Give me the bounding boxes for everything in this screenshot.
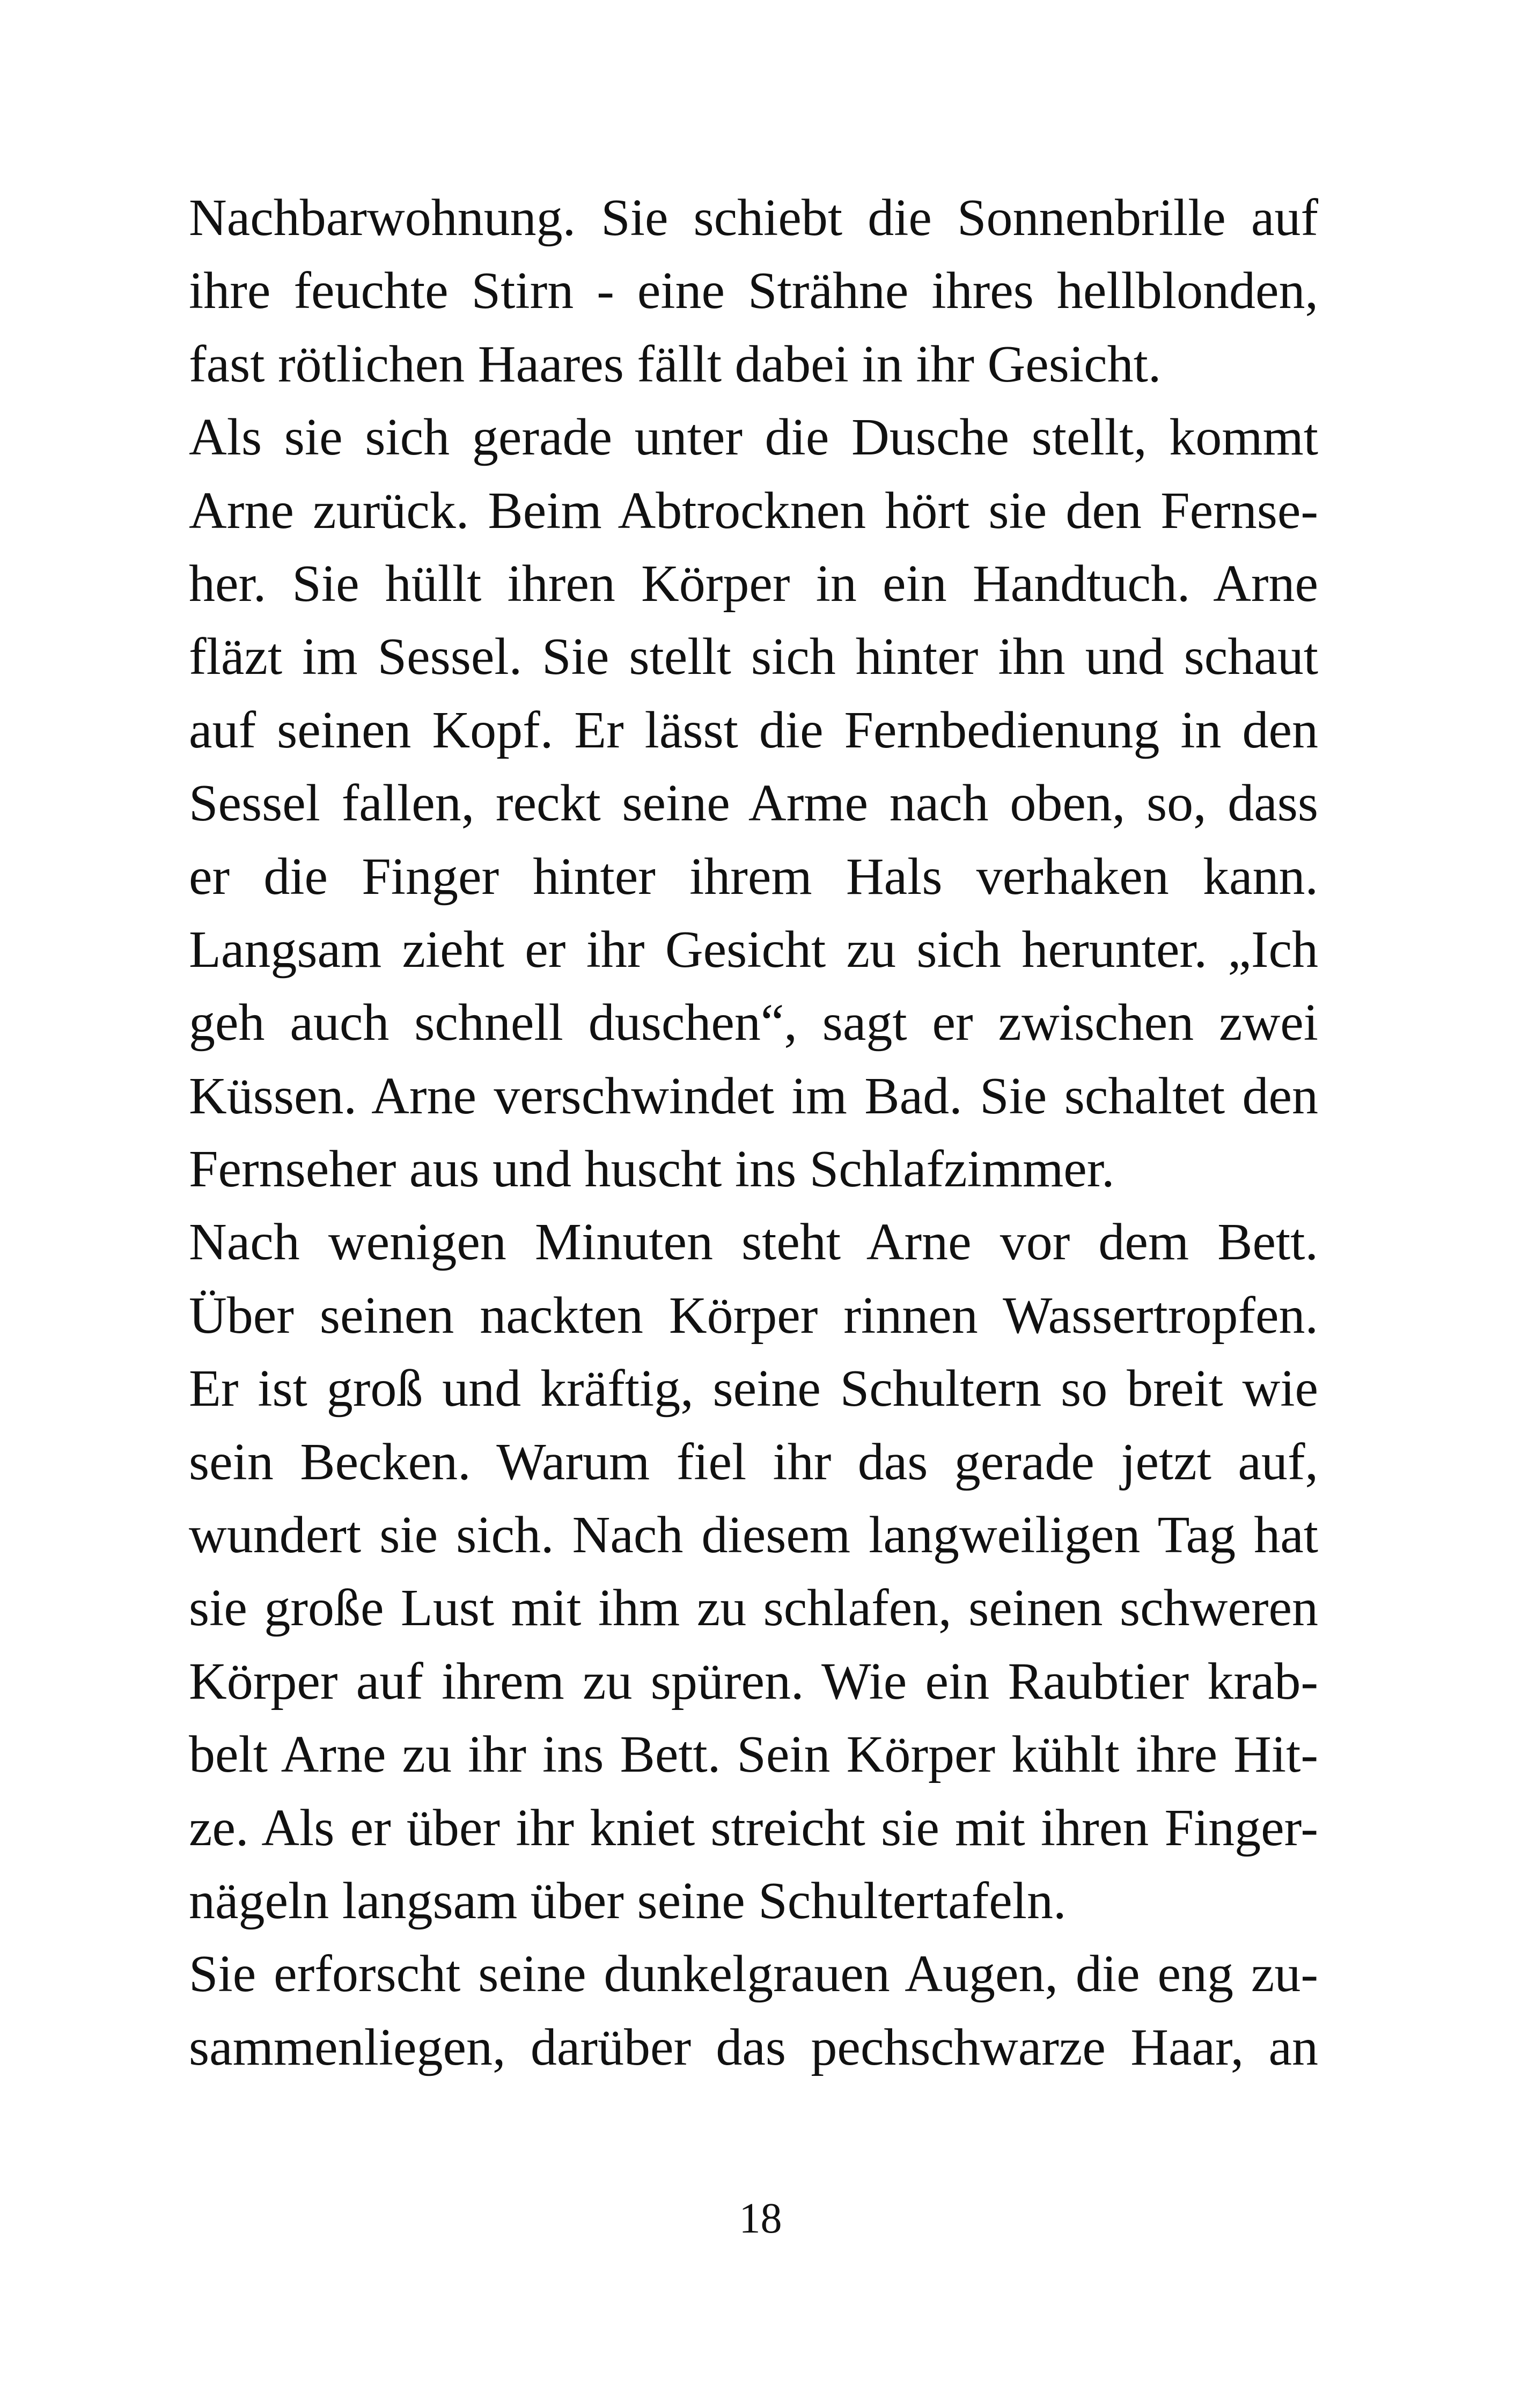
page-number: 18 [739, 2195, 782, 2242]
text-line: Sessel fallen, reckt seine Arme nach oben, so, dass [189, 774, 1318, 833]
text-line: geh auch schnell duschen“, sagt er zwischen zwei [189, 994, 1318, 1052]
text-line: Er ist groß und kräftig, seine Schultern so breit wie [189, 1360, 1318, 1418]
text-line: Körper auf ihrem zu spüren. Wie ein Raubtier krab- [189, 1652, 1318, 1710]
text-line: Über seinen nackten Körper rinnen Wassertropfen. [189, 1286, 1318, 1345]
text-line: Nachbarwohnung. Sie schiebt die Sonnenbrille auf [189, 189, 1318, 247]
text-line: ihre feuchte Stirn - eine Strähne ihres hellblonden, [189, 262, 1318, 320]
body-text [189, 181, 1318, 2084]
text-line: Nach wenigen Minuten steht Arne vor dem Bett. [189, 1213, 1318, 1272]
text-line: ze. Als er über ihr kniet streicht sie mit ihren Finger- [189, 1798, 1318, 1857]
text-line: Fernseher aus und huscht ins Schlafzimmer. [189, 1140, 1115, 1199]
text-line: auf seinen Kopf. Er lässt die Fernbedienung in den [189, 701, 1318, 759]
text-line: sie große Lust mit ihm zu schlafen, seinen schweren [189, 1579, 1318, 1638]
text-line: fläzt im Sessel. Sie stellt sich hinter ihn und schaut [189, 628, 1318, 686]
text-line: Küssen. Arne verschwindet im Bad. Sie schaltet den [189, 1067, 1318, 1125]
text-line: er die Finger hinter ihrem Hals verhaken kann. [189, 847, 1318, 906]
text-line: Als sie sich gerade unter die Dusche stellt, kommt [189, 408, 1318, 467]
text-line: Langsam zieht er ihr Gesicht zu sich herunter. „Ich [189, 920, 1318, 979]
text-line: belt Arne zu ihr ins Bett. Sein Körper kühlt ihre Hit- [189, 1726, 1318, 1784]
text-line: fast rötlichen Haares fällt dabei in ihr Gesicht. [189, 335, 1162, 393]
text-line: Sie erforscht seine dunkelgrauen Augen, die eng zu- [189, 1945, 1318, 2003]
text-line: sammenliegen, darüber das pechschwarze Haar, an [189, 2018, 1318, 2076]
text-line: wundert sie sich. Nach diesem langweiligen Tag hat [189, 1506, 1318, 1565]
text-line: her. Sie hüllt ihren Körper in ein Handtuch. Arne [189, 554, 1318, 613]
text-line: nägeln langsam über seine Schultertafeln. [189, 1871, 1067, 1930]
text-line: sein Becken. Warum fiel ihr das gerade jetzt auf, [189, 1433, 1318, 1491]
text-line: Arne zurück. Beim Abtrocknen hört sie den Fernse- [189, 481, 1318, 540]
